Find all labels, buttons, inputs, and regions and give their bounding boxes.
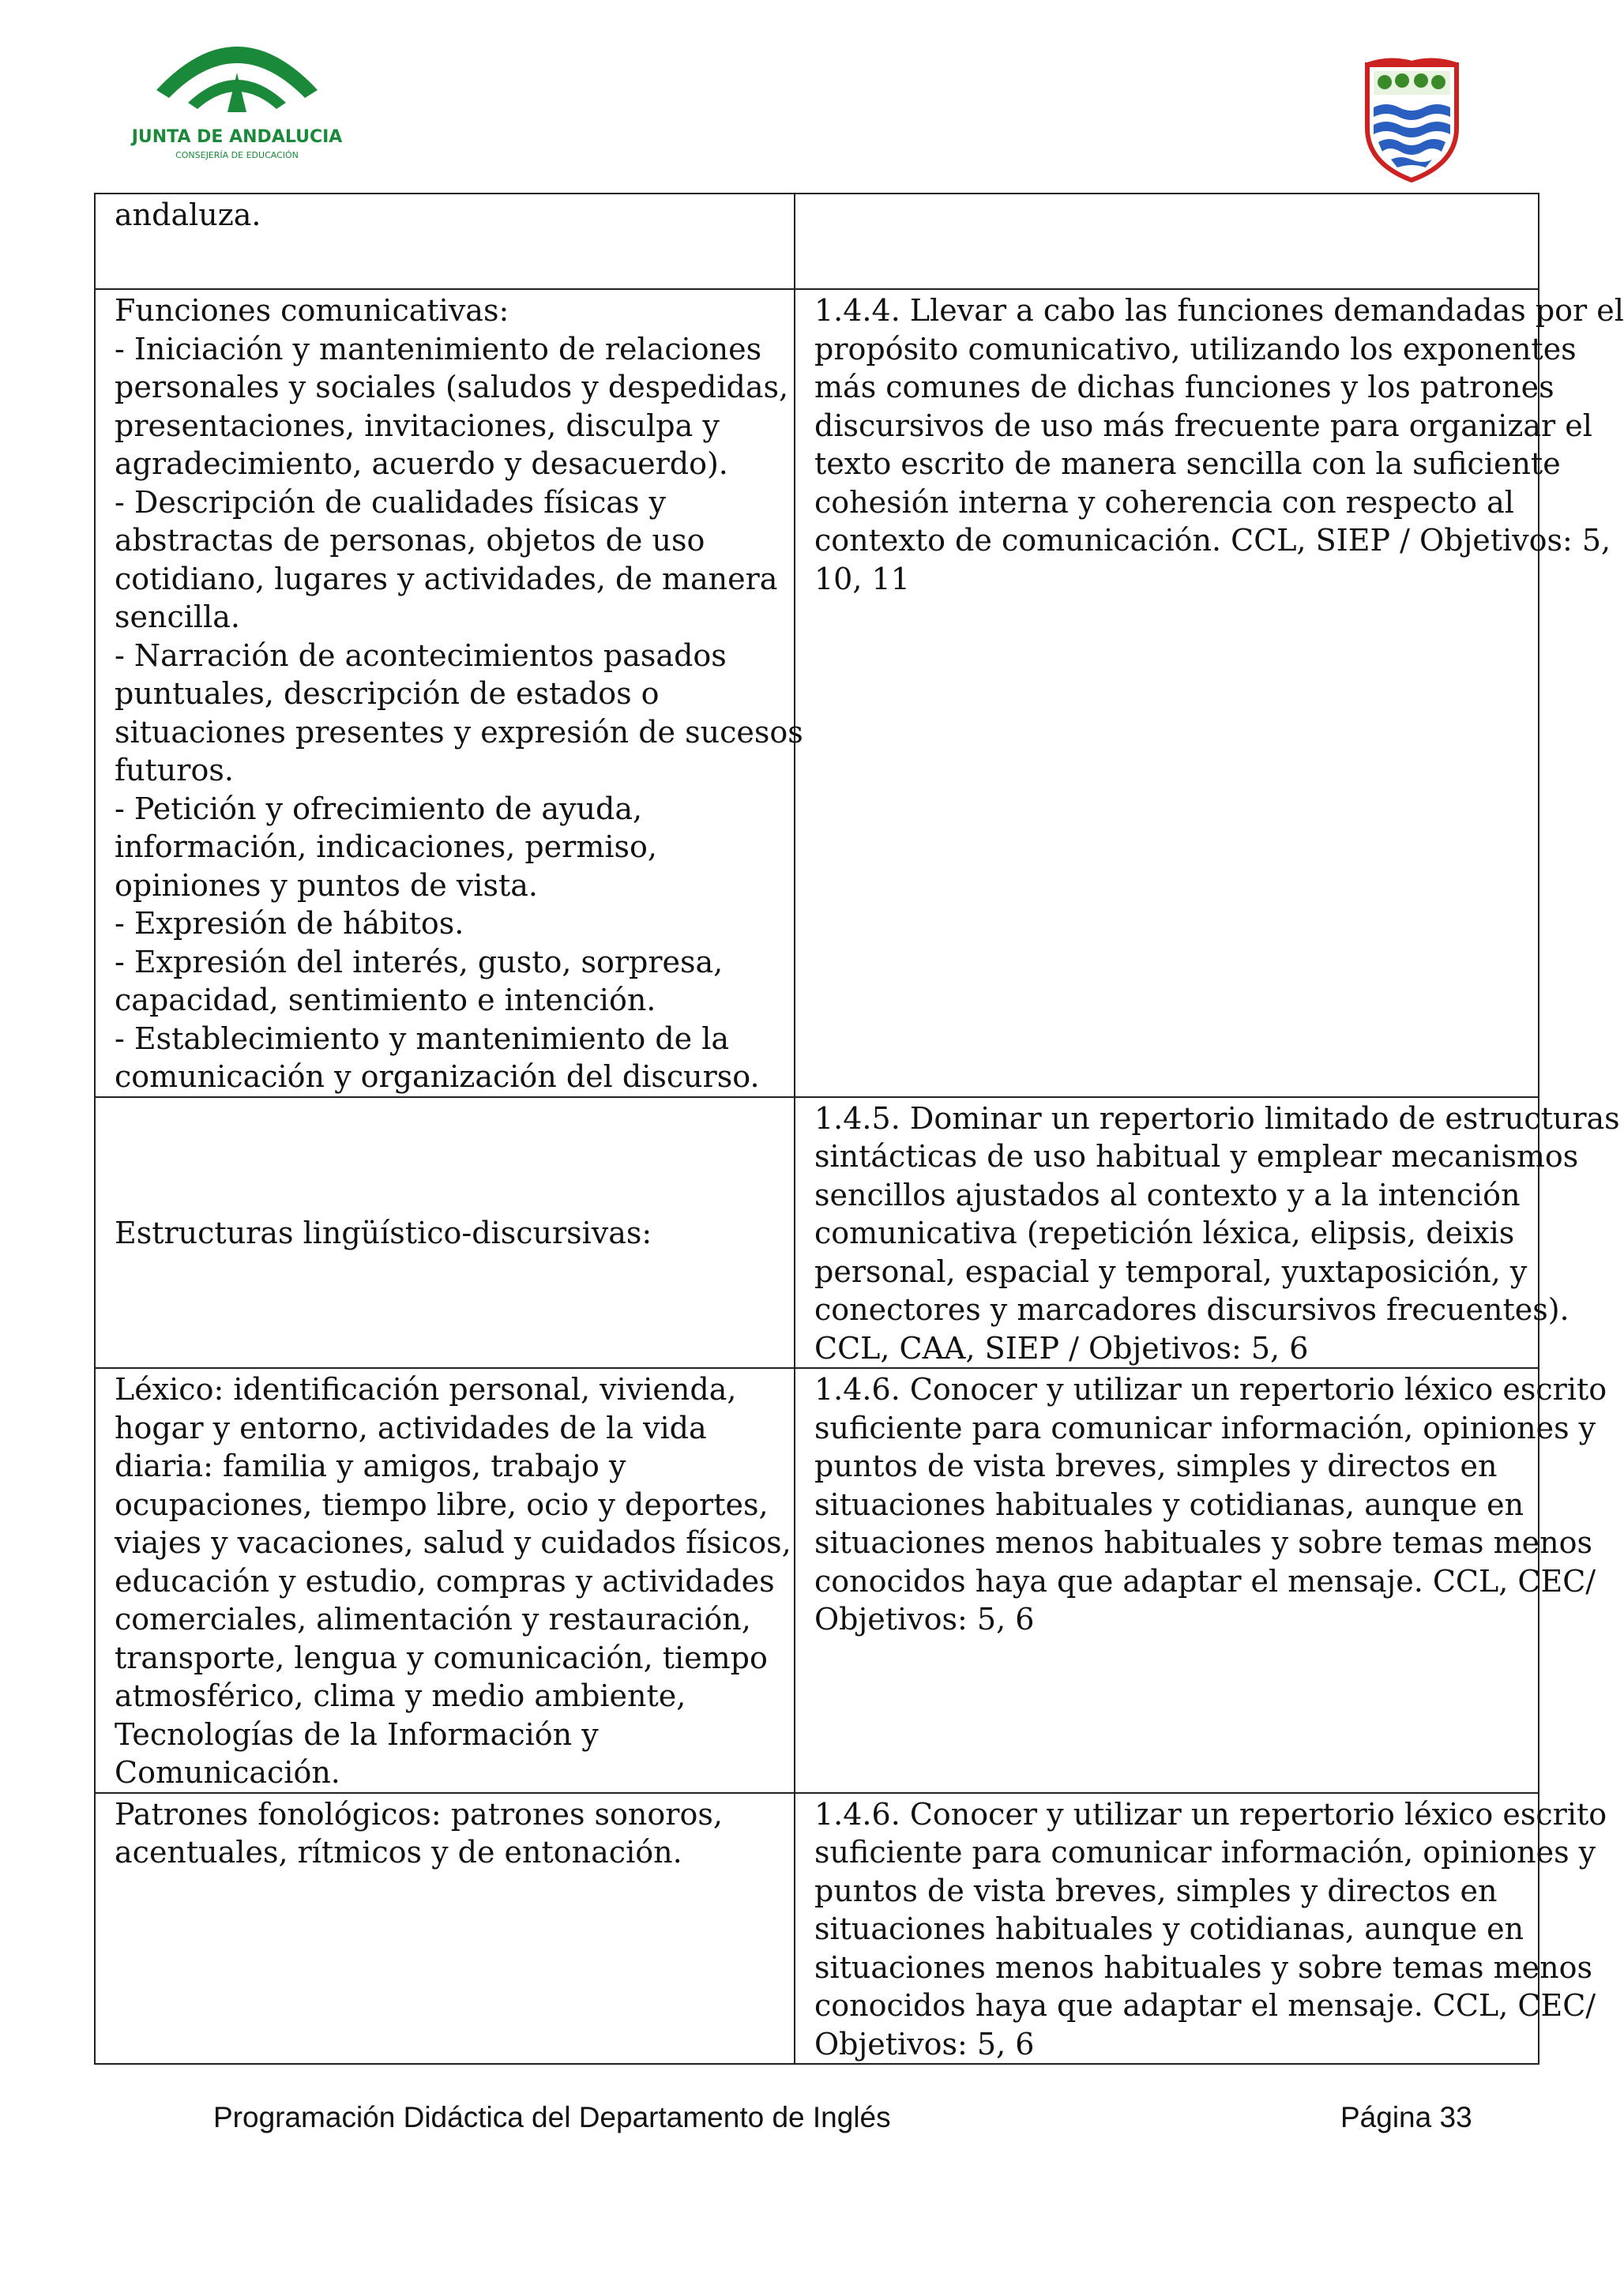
table-cell-left bbox=[95, 1368, 795, 1793]
text-line: presentaciones, invitaciones, disculpa y bbox=[115, 408, 720, 443]
table-cell-left bbox=[95, 1793, 795, 2065]
table-cell-right bbox=[795, 289, 1624, 1097]
text-line: 1.4.6. Conocer y utilizar un repertorio léxico escrito bbox=[814, 1796, 1607, 1832]
text-line: capacidad, sentimiento e intención. bbox=[115, 983, 656, 1017]
text-line: Funciones comunicativas: bbox=[115, 293, 509, 328]
junta-de-andalucia-logo-icon bbox=[131, 17, 343, 167]
text-line: - Expresión del interés, gusto, sorpresa, bbox=[115, 944, 724, 979]
text-line: atmosférico, clima y medio ambiente, bbox=[115, 1678, 686, 1713]
cell-text bbox=[814, 1370, 1607, 1639]
junta-logo-subtext: CONSEJERÍA DE EDUCACIÓN bbox=[175, 150, 299, 160]
text-line: personales y sociales (saludos y despedidas, bbox=[115, 370, 789, 404]
table-cell-right bbox=[795, 1097, 1620, 1369]
text-line: 1.4.4. Llevar a cabo las funciones demandadas por el bbox=[814, 293, 1624, 328]
text-line: más comunes de dichas funciones y los patrones bbox=[814, 370, 1554, 404]
cell-text bbox=[814, 1099, 1620, 1368]
text-line: cohesión interna y coherencia con respecto al bbox=[814, 484, 1514, 520]
table-cell-right bbox=[795, 1368, 1607, 1793]
school-crest bbox=[1363, 57, 1461, 183]
content-table bbox=[94, 193, 1624, 2065]
cell-text bbox=[115, 1214, 775, 1253]
text-line: 1.4.6. Conocer y utilizar un repertorio léxico escrito bbox=[814, 1372, 1607, 1407]
text-line: Estructuras lingüístico-discursivas: bbox=[115, 1216, 652, 1250]
text-line: suficiente para comunicar información, opiniones y bbox=[814, 1835, 1596, 1870]
text-line: agradecimiento, acuerdo y desacuerdo). bbox=[115, 446, 728, 481]
text-line: viajes y vacaciones, salud y cuidados físicos, bbox=[115, 1525, 791, 1560]
text-line: transporte, lengua y comunicación, tiempo bbox=[115, 1640, 768, 1675]
cell-text bbox=[115, 1795, 775, 1872]
text-line: conocidos haya que adaptar el mensaje. CCL, CEC/ bbox=[814, 1563, 1596, 1599]
text-line: hogar y entorno, actividades de la vida bbox=[115, 1410, 707, 1445]
text-line: abstractas de personas, objetos de uso bbox=[115, 523, 705, 558]
text-line: comerciales, alimentación y restauración, bbox=[115, 1602, 751, 1637]
cell-text bbox=[814, 291, 1624, 598]
text-line: sencilla. bbox=[115, 600, 240, 634]
text-line: andaluza. bbox=[115, 197, 261, 232]
text-line: Tecnologías de la Información y bbox=[115, 1716, 599, 1752]
text-line: contexto de comunicación. CCL, SIEP / Objetivos: 5, bbox=[814, 523, 1611, 558]
text-line: - Petición y ofrecimiento de ayuda, bbox=[115, 791, 643, 826]
text-line: - Expresión de hábitos. bbox=[115, 906, 464, 941]
text-line: puntos de vista breves, simples y directos en bbox=[814, 1449, 1498, 1483]
text-line: propósito comunicativo, utilizando los exponentes bbox=[814, 331, 1577, 366]
text-line: situaciones menos habituales y sobre temas menos bbox=[814, 1949, 1592, 1985]
text-line: comunicación y organización del discurso. bbox=[115, 1059, 760, 1094]
table-cell-right bbox=[795, 194, 1539, 289]
text-line: Comunicación. bbox=[115, 1755, 340, 1790]
table-row bbox=[95, 1368, 1539, 1793]
text-line: opiniones y puntos de vista. bbox=[115, 867, 538, 903]
text-line: información, indicaciones, permiso, bbox=[115, 829, 657, 864]
text-line: personal, espacial y temporal, yuxtaposición, y bbox=[814, 1254, 1528, 1289]
text-line: suficiente para comunicar información, opiniones y bbox=[814, 1410, 1596, 1445]
text-line: diaria: familia y amigos, trabajo y bbox=[115, 1449, 626, 1483]
table-cell-left bbox=[95, 194, 795, 289]
text-line: situaciones presentes y expresión de sucesos bbox=[115, 714, 803, 750]
text-line: - Narración de acontecimientos pasados bbox=[115, 637, 727, 673]
table-cell-left bbox=[95, 289, 803, 1097]
text-line: Patrones fonológicos: patrones sonoros, bbox=[115, 1796, 723, 1832]
junta-de-andalucia-logo bbox=[131, 17, 343, 167]
text-line: situaciones habituales y cotidianas, aunque en bbox=[814, 1911, 1524, 1946]
text-line: ocupaciones, tiempo libre, ocio y deportes, bbox=[115, 1487, 769, 1522]
cell-text bbox=[814, 1795, 1607, 2064]
text-line: Objetivos: 5, 6 bbox=[814, 2026, 1035, 2062]
text-line: conectores y marcadores discursivos frecuentes). bbox=[814, 1292, 1569, 1327]
text-line: Objetivos: 5, 6 bbox=[814, 1602, 1035, 1637]
text-line: sintácticas de uso habitual y emplear mecanismos bbox=[814, 1139, 1579, 1174]
text-line: CCL, CAA, SIEP / Objetivos: 5, 6 bbox=[814, 1330, 1309, 1366]
table-row bbox=[95, 289, 1539, 1097]
text-line: puntuales, descripción de estados o bbox=[115, 676, 660, 711]
page-number: Página 33 bbox=[1340, 2101, 1472, 2133]
text-line: sencillos ajustados al contexto y a la intención bbox=[814, 1177, 1521, 1212]
school-crest-icon bbox=[1363, 57, 1461, 183]
table-row bbox=[95, 1097, 1539, 1369]
text-line: cotidiano, lugares y actividades, de manera bbox=[115, 561, 778, 596]
text-line: Léxico: identificación personal, vivienda, bbox=[115, 1372, 737, 1407]
text-line: 10, 11 bbox=[814, 561, 910, 596]
text-line: situaciones habituales y cotidianas, aunque en bbox=[814, 1487, 1524, 1522]
text-line: texto escrito de manera sencilla con la suficiente bbox=[814, 446, 1561, 481]
text-line: futuros. bbox=[115, 753, 234, 787]
table-cell-left bbox=[95, 1097, 795, 1369]
text-line: comunicativa (repetición léxica, elipsis, deixis bbox=[814, 1216, 1515, 1250]
text-line: puntos de vista breves, simples y directos en bbox=[814, 1873, 1498, 1908]
text-line: situaciones menos habituales y sobre temas menos bbox=[814, 1525, 1592, 1560]
cell-text bbox=[115, 1370, 791, 1792]
table-row bbox=[95, 194, 1539, 289]
cell-text bbox=[115, 291, 803, 1096]
footer-title: Programación Didáctica del Departamento de Inglés bbox=[213, 2101, 891, 2133]
text-line: discursivos de uso más frecuente para organizar el bbox=[814, 408, 1592, 443]
cell-text bbox=[115, 196, 775, 235]
text-line: acentuales, rítmicos y de entonación. bbox=[115, 1835, 682, 1870]
table-cell-right bbox=[795, 1793, 1607, 2065]
text-line: - Establecimiento y mantenimiento de la bbox=[115, 1020, 730, 1056]
text-line: 1.4.5. Dominar un repertorio limitado de estructuras bbox=[814, 1100, 1620, 1136]
junta-logo-text: JUNTA DE ANDALUCIA bbox=[131, 127, 343, 147]
table-row bbox=[95, 1793, 1539, 2065]
text-line: conocidos haya que adaptar el mensaje. CCL, CEC/ bbox=[814, 1988, 1596, 2023]
text-line: - Iniciación y mantenimiento de relaciones bbox=[115, 331, 762, 366]
text-line: educación y estudio, compras y actividades bbox=[115, 1563, 775, 1599]
text-line: - Descripción de cualidades físicas y bbox=[115, 484, 667, 520]
